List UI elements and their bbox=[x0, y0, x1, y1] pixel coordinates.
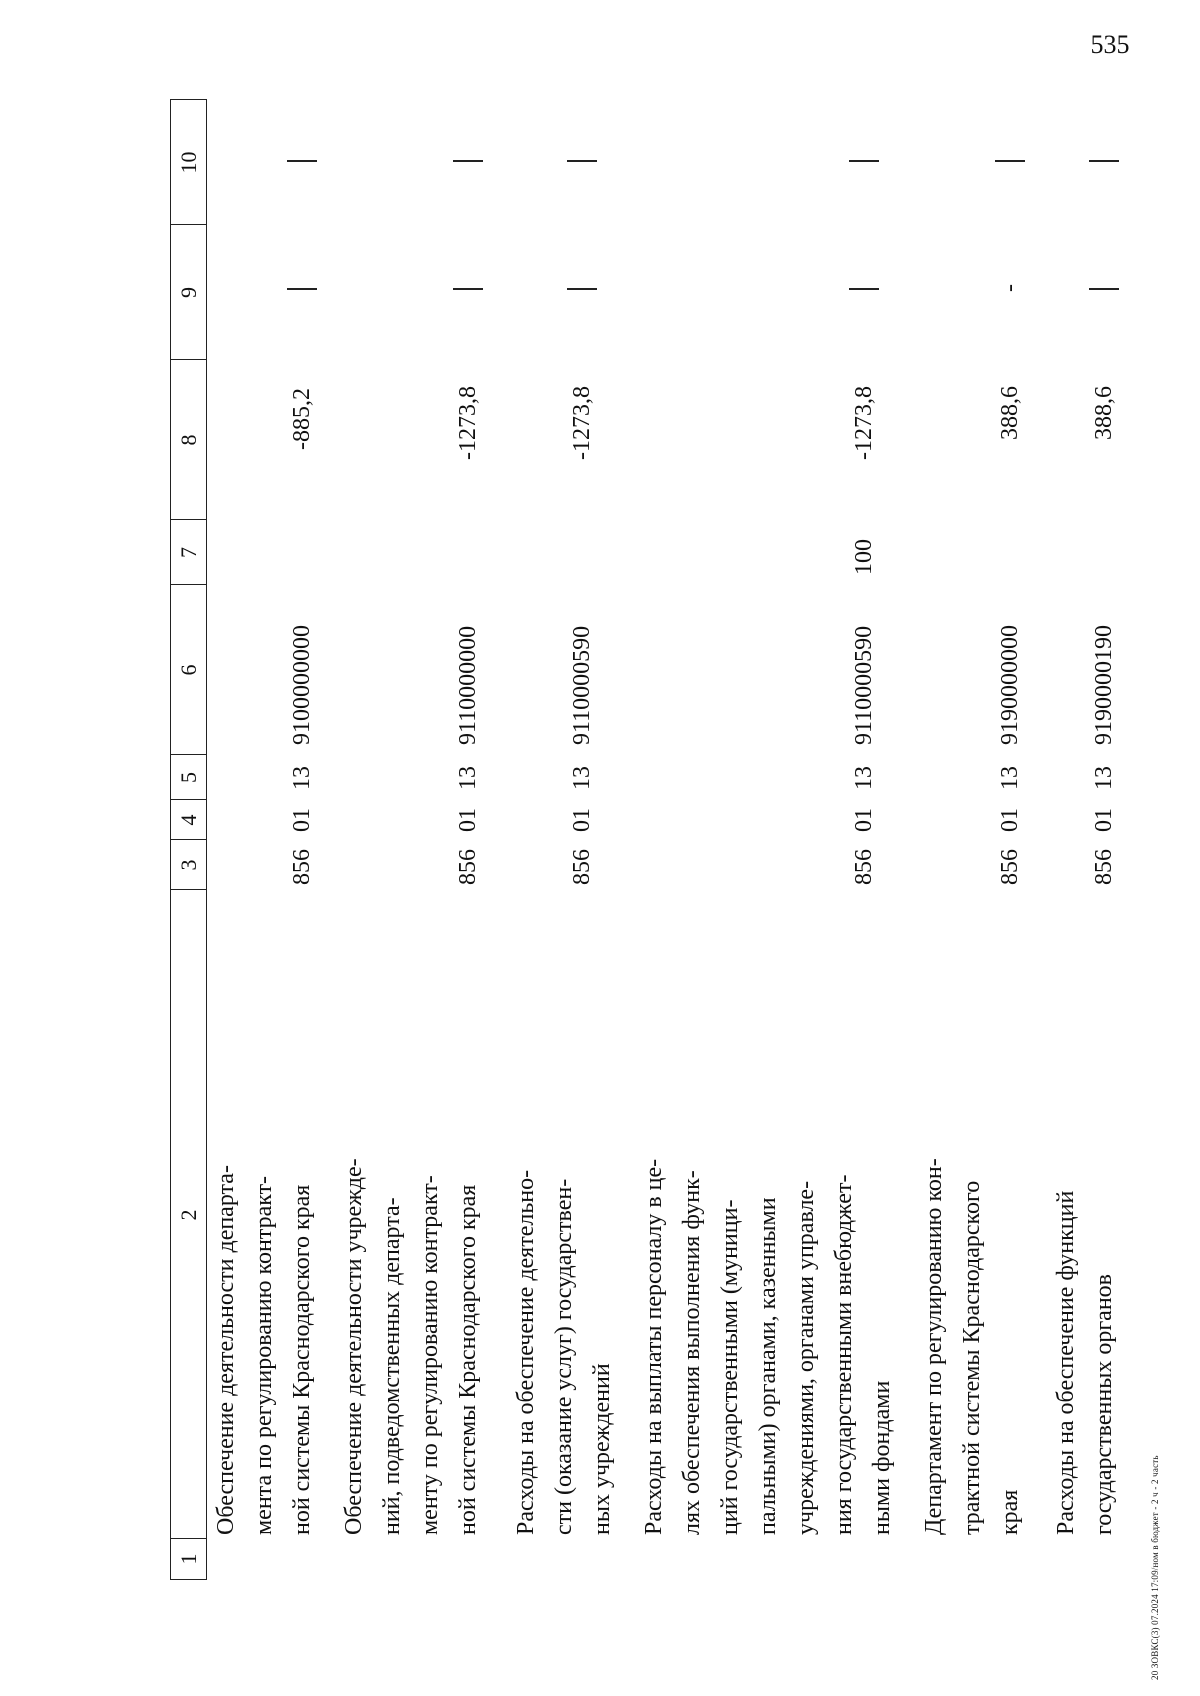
header-col-3: 3 bbox=[170, 839, 207, 890]
cell-c9-dash bbox=[567, 288, 597, 290]
cell-c9: - bbox=[997, 284, 1023, 292]
cell-c4: 01 bbox=[455, 808, 481, 832]
row-name bbox=[915, 895, 1029, 1535]
row-name-line: Обеспечение деятельности учрежде- bbox=[341, 1158, 367, 1535]
table-row bbox=[1047, 100, 1127, 1580]
cell-c3: 856 bbox=[569, 849, 595, 885]
row-name-line: края bbox=[997, 1489, 1023, 1535]
cell-c6: 9190000190 bbox=[1091, 625, 1117, 745]
row-name-line: Расходы на выплаты персоналу в це- bbox=[641, 1158, 667, 1535]
header-col-6: 6 bbox=[170, 584, 207, 755]
row-name-line: учреждениями, органами управле- bbox=[793, 1180, 819, 1535]
cell-c8: -1273,8 bbox=[455, 386, 481, 460]
row-name-line: ной системы Краснодарского края bbox=[289, 1184, 315, 1535]
budget-table bbox=[170, 100, 1117, 1580]
row-name bbox=[635, 895, 901, 1535]
cell-c3: 856 bbox=[1091, 849, 1117, 885]
cell-c3: 856 bbox=[997, 849, 1023, 885]
cell-c6: 9110000590 bbox=[569, 625, 595, 745]
cell-c4: 01 bbox=[851, 808, 877, 832]
row-name-line: Департамент по регулированию кон- bbox=[921, 1158, 947, 1535]
page-number: 535 bbox=[1090, 30, 1130, 59]
cell-c9-dash bbox=[453, 288, 483, 290]
row-name bbox=[507, 895, 621, 1535]
cell-c5: 13 bbox=[851, 766, 877, 790]
row-name-line: ций государственными (муници- bbox=[717, 1199, 743, 1535]
cell-c6: 9110000000 bbox=[455, 625, 481, 745]
row-name-line: менту по регулированию контракт- bbox=[417, 1175, 443, 1535]
cell-c9-dash bbox=[1089, 288, 1119, 290]
row-name bbox=[1047, 895, 1123, 1535]
cell-c9-dash bbox=[849, 288, 879, 290]
header-col-7: 7 bbox=[170, 519, 207, 585]
cell-c5: 13 bbox=[569, 766, 595, 790]
cell-c10-dash bbox=[1089, 160, 1119, 162]
cell-c10-dash bbox=[287, 160, 317, 162]
header-col-1: 1 bbox=[170, 1538, 207, 1580]
footer-note: 20 ЗОВКС(3) 07.2024 17:09/ном в бюджет - 2 ч - 2 часть bbox=[1150, 1455, 1160, 1680]
row-name-line: ния государственными внебюджет- bbox=[831, 1174, 857, 1535]
cell-c8: 388,6 bbox=[1091, 386, 1117, 440]
row-name-line: трактной системы Краснодарского bbox=[959, 1180, 985, 1535]
header-col-5: 5 bbox=[170, 754, 207, 800]
table-row bbox=[335, 100, 493, 1580]
cell-c5: 13 bbox=[455, 766, 481, 790]
row-name-line: сти (оказание услуг) государствен- bbox=[551, 1178, 577, 1535]
table-row bbox=[207, 100, 325, 1580]
cell-c8: 388,6 bbox=[997, 386, 1023, 440]
row-name-line: ными фондами bbox=[869, 1380, 895, 1535]
cell-c4: 01 bbox=[569, 808, 595, 832]
header-col-9: 9 bbox=[170, 224, 207, 360]
cell-c8: -1273,8 bbox=[851, 386, 877, 460]
header-col-2: 2 bbox=[170, 889, 207, 1540]
cell-c10-dash bbox=[567, 160, 597, 162]
header-col-10: 10 bbox=[170, 99, 207, 225]
table-header bbox=[170, 100, 207, 1580]
header-col-8: 8 bbox=[170, 359, 207, 520]
cell-c6: 9190000000 bbox=[997, 625, 1023, 745]
table-row bbox=[507, 100, 625, 1580]
cell-c3: 856 bbox=[289, 849, 315, 885]
row-name-line: ний, подведомственных департа- bbox=[379, 1197, 405, 1535]
row-name-line: государственных органов bbox=[1091, 1274, 1117, 1535]
cell-c3: 856 bbox=[455, 849, 481, 885]
table-row bbox=[635, 100, 903, 1580]
cell-c7: 100 bbox=[851, 539, 877, 575]
row-name-line: ной системы Краснодарского края bbox=[455, 1184, 481, 1535]
cell-c10-dash bbox=[453, 160, 483, 162]
cell-c4: 01 bbox=[1091, 808, 1117, 832]
cell-c5: 13 bbox=[1091, 766, 1117, 790]
cell-c4: 01 bbox=[997, 808, 1023, 832]
cell-c8: -885,2 bbox=[289, 388, 315, 450]
cell-c10-dash bbox=[849, 160, 879, 162]
cell-c3: 856 bbox=[851, 849, 877, 885]
cell-c5: 13 bbox=[289, 766, 315, 790]
row-name-line: Обеспечение деятельности департа- bbox=[213, 1165, 239, 1535]
row-name-line: мента по регулированию контракт- bbox=[251, 1175, 277, 1535]
cell-c8: -1273,8 bbox=[569, 386, 595, 460]
row-name bbox=[207, 895, 321, 1535]
row-name-line: Расходы на обеспечение функций bbox=[1053, 1190, 1079, 1535]
row-name-line: лях обеспечения выполнения функ- bbox=[679, 1170, 705, 1535]
row-name-line: ных учреждений bbox=[589, 1363, 615, 1535]
row-name-line: Расходы на обеспечение деятельно- bbox=[513, 1169, 539, 1535]
cell-c6: 9110000590 bbox=[851, 625, 877, 745]
cell-c9-dash bbox=[287, 288, 317, 290]
row-name-line: пальными) органами, казенными bbox=[755, 1197, 781, 1535]
cell-c10-dash bbox=[995, 160, 1025, 162]
cell-c6: 9100000000 bbox=[289, 625, 315, 745]
header-col-4: 4 bbox=[170, 799, 207, 840]
cell-c5: 13 bbox=[997, 766, 1023, 790]
row-name bbox=[335, 895, 487, 1535]
cell-c4: 01 bbox=[289, 808, 315, 832]
table-row bbox=[915, 100, 1033, 1580]
